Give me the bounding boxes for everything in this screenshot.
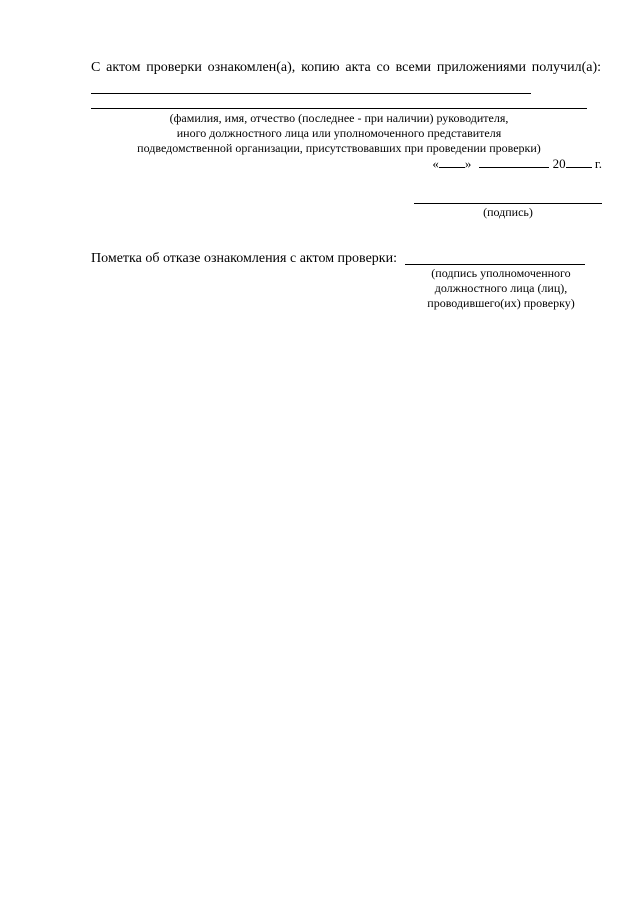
representative-caption-line-1: (фамилия, имя, отчество (последнее - при наличии) руководителя, — [169, 111, 509, 125]
date-close-quote: » — [464, 156, 472, 171]
date-year-blank — [566, 156, 592, 168]
acknowledgement-text: С актом проверки ознакомлен(а), копию акта со всеми приложениями получил(а): — [91, 60, 601, 75]
representative-name-line-2 — [91, 108, 587, 109]
signature-caption: (подпись) — [483, 205, 533, 219]
date-open-quote: « — [432, 156, 439, 171]
refusal-signature-line — [405, 264, 585, 265]
date-day-blank — [439, 156, 465, 168]
representative-caption — [91, 111, 587, 156]
representative-caption-line-3: подведомственной организации, присутствовавших при проведении проверки) — [137, 141, 541, 155]
date-year-suffix: г. — [594, 156, 602, 171]
signature-line — [414, 203, 602, 204]
refusal-caption-line-3: проводившего(их) проверку) — [427, 296, 575, 310]
date-year-prefix: 20 — [552, 156, 566, 171]
refusal-label: Пометка об отказе ознакомления с актом проверки: — [91, 251, 397, 266]
refusal-caption-line-2: должностного лица (лиц), — [434, 281, 568, 295]
representative-name-line-1 — [91, 93, 531, 94]
date-month-blank — [479, 156, 549, 168]
refusal-caption-line-1: (подпись уполномоченного — [431, 266, 571, 280]
refusal-caption — [405, 266, 597, 311]
date-field — [432, 156, 602, 172]
representative-caption-line-2: иного должностного лица или уполномоченного представителя — [176, 126, 502, 140]
